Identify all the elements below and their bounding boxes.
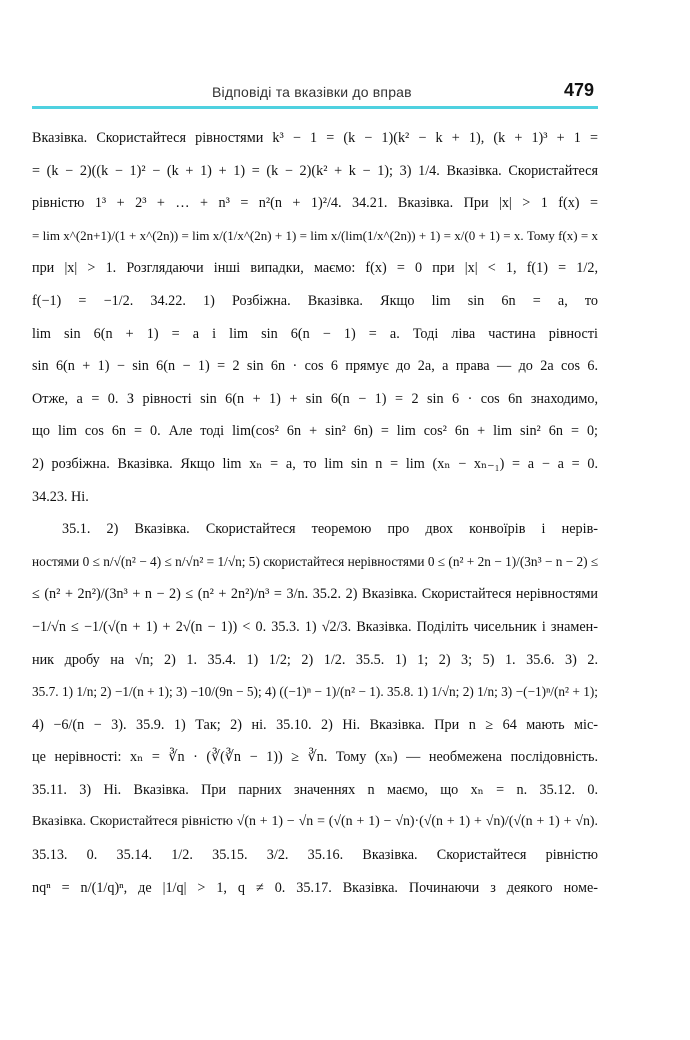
page-number: 479 [563,80,594,100]
text-line: ≤ (n² + 2n²)/(3n³ + n − 2) ≤ (n² + 2n²)/n³ = 3/n. 35.2. 2) Вказівка. Скористайтеся нерівностями [32,586,598,603]
text-line: Отже, a = 0. З рівності sin 6(n + 1) + sin 6(n − 1) = 2 sin 6 · cos 6n знаходимо, [32,390,598,407]
text-line: 35.1. 2) Вказівка. Скористайтеся теоремою про двох конвоїрів і нерів- [62,521,598,538]
answers-text [32,122,598,904]
header-divider [32,106,598,109]
text-line: 35.11. 3) Ні. Вказівка. При парних значеннях n маємо, що xₙ = n. 35.12. 0. [32,781,598,798]
text-line: = (k − 2)((k − 1)² − (k + 1) + 1) = (k − 2)(k² + k − 1); 3) 1/4. Вказівка. Скористайтеся [32,162,598,179]
text-line: рівністю 1³ + 2³ + … + n³ = n²(n + 1)²/4. 34.21. Вказівка. При |x| > 1 f(x) = [32,195,598,212]
text-line: ностями 0 ≤ n/√(n² − 4) ≤ n/√n² = 1/√n; 5) скористайтеся нерівностями 0 ≤ (n² + 2n − 1)/(3n³ − n − 2) ≤ [32,553,598,569]
text-line: 4) −6/(n − 3). 35.9. 1) Так; 2) ні. 35.10. 2) Ні. Вказівка. При n ≥ 64 мають міс- [32,716,598,733]
text-line: Вказівка. Скористайтеся рівностями k³ − 1 = (k − 1)(k² − k + 1), (k + 1)³ + 1 = [32,130,598,146]
text-line: 2) розбіжна. Вказівка. Якщо lim xₙ = a, то lim sin n = lim (xₙ − xₙ₋₁) = a − a = 0. [32,455,598,472]
text-line: nqⁿ = n/(1/q)ⁿ, де |1/q| > 1, q ≠ 0. 35.17. Вказівка. Починаючи з деякого номе- [32,879,598,896]
page-header [32,76,598,106]
text-line: Вказівка. Скористайтеся рівністю √(n + 1) − √n = (√(n + 1) − √n)·(√(n + 1) + √n)/(√(n + 1) + √n). [32,814,598,830]
text-line: 35.7. 1) 1/n; 2) −1/(n + 1); 3) −10/(9n − 5); 4) ((−1)ⁿ − 1)/(n² − 1). 35.8. 1) 1/√n; 2) 1/n; 3) −(−1)ⁿ/(n² + 1); [32,684,598,700]
running-head-title: Відповіді та вказівки до вправ [212,84,412,100]
text-line: = lim x^(2n+1)/(1 + x^(2n)) = lim x/(1/x^(2n) + 1) = lim x/(lim(1/x^(2n)) + 1) = x/(0 + 1) = x. Тому f(x) = x [32,227,598,243]
text-line: f(−1) = −1/2. 34.22. 1) Розбіжна. Вказівка. Якщо lim sin 6n = a, то [32,292,598,309]
text-line: sin 6(n + 1) − sin 6(n − 1) = 2 sin 6n · cos 6 прямує до 2a, а права — до 2a cos 6. [32,358,598,375]
text-line: що lim cos 6n = 0. Але тоді lim(cos² 6n + sin² 6n) = lim cos² 6n + lim sin² 6n = 0; [32,423,598,440]
text-line: ник дробу на √n; 2) 1. 35.4. 1) 1/2; 2) 1/2. 35.5. 1) 1; 2) 3; 5) 1. 35.6. 3) 2. [32,651,598,668]
text-line: 34.23. Ні. [32,488,89,505]
text-line: lim sin 6(n + 1) = a і lim sin 6(n − 1) = a. Тоді ліва частина рівності [32,325,598,342]
text-line: при |x| > 1. Розглядаючи інші випадки, маємо: f(x) = 0 при |x| < 1, f(1) = 1/2, [32,260,598,277]
text-line: 35.13. 0. 35.14. 1/2. 35.15. 3/2. 35.16. Вказівка. Скористайтеся рівністю [32,847,598,864]
text-line: це нерівності: xₙ = ∛n · (∛(∛n − 1)) ≥ ∛n. Тому (xₙ) — необмежена послідовність. [32,749,598,766]
text-line: −1/√n ≤ −1/(√(n + 1) + 2√(n − 1)) < 0. 35.3. 1) √2/3. Вказівка. Поділіть чисельник і знамен- [32,618,598,635]
